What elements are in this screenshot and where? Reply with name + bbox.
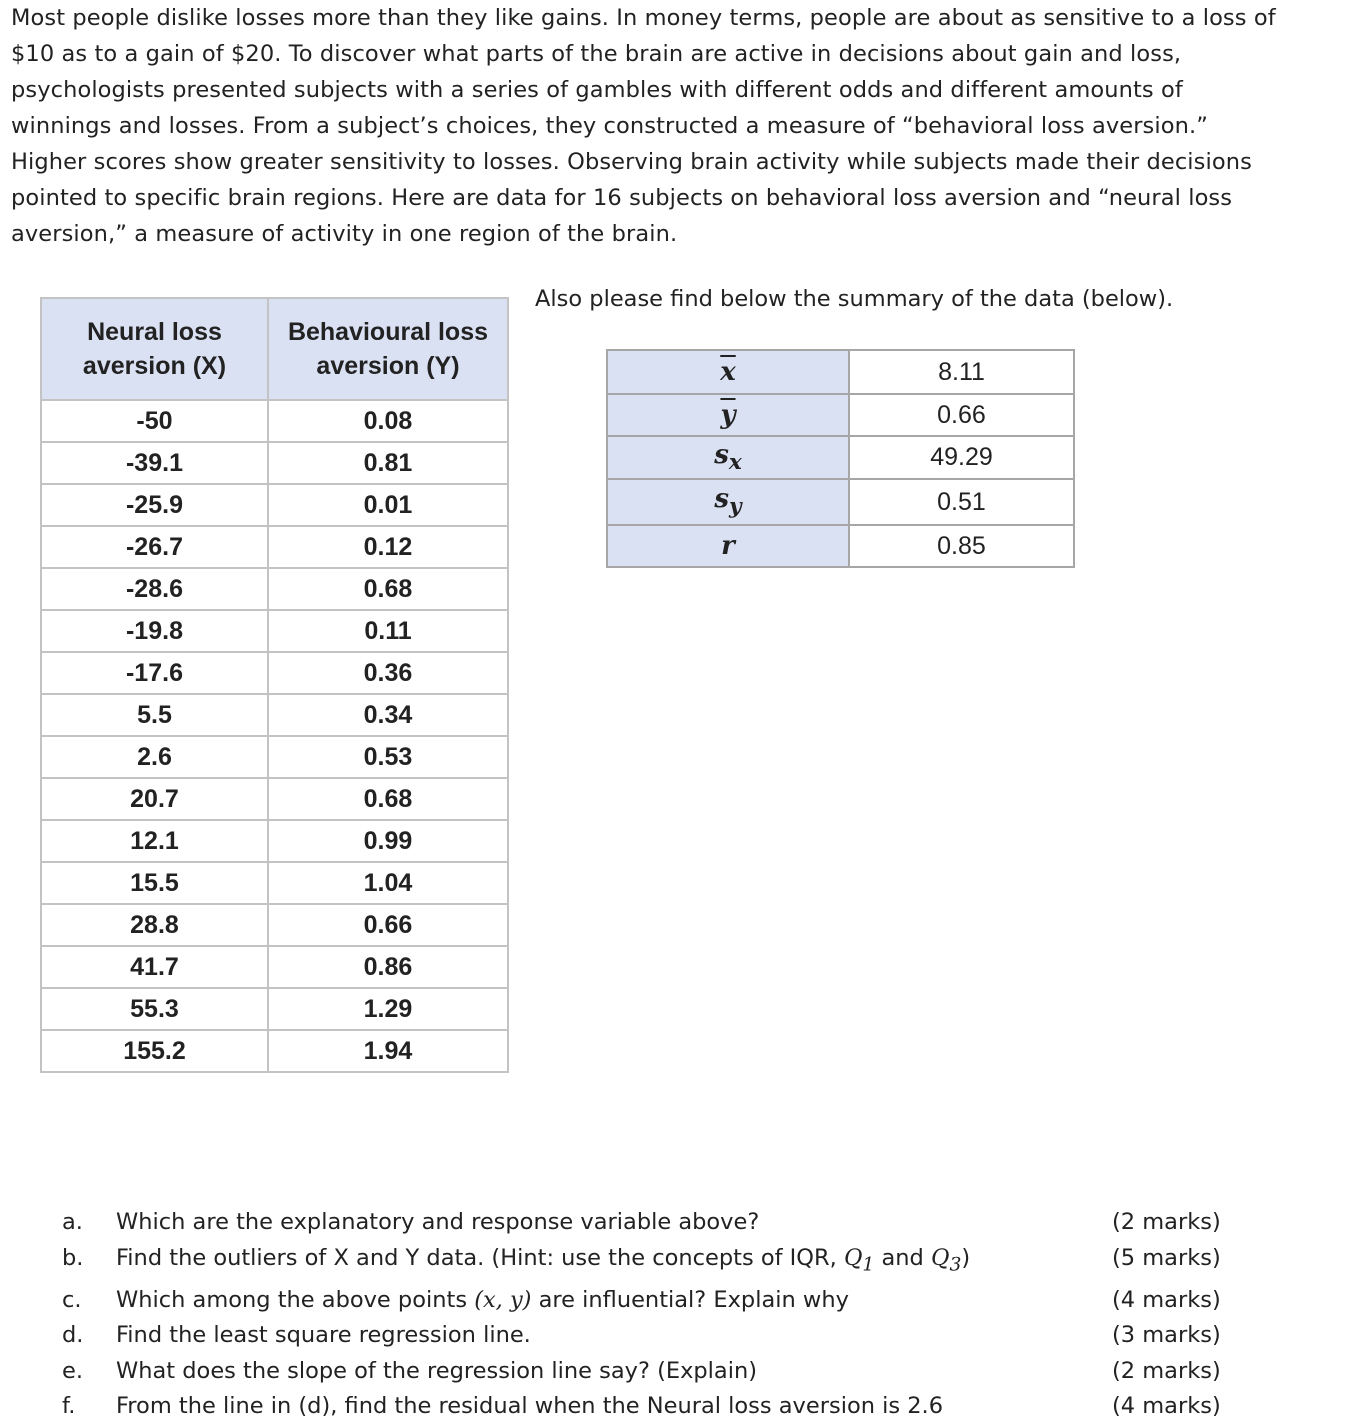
question-text: Find the least square regression line.	[116, 1322, 531, 1348]
question-letter: b.	[62, 1244, 84, 1271]
question-marks: (2 marks)	[1112, 1357, 1221, 1384]
table-row	[41, 610, 508, 652]
question-e	[62, 1354, 1232, 1390]
question-letter: e.	[62, 1357, 83, 1384]
question-marks: (5 marks)	[1112, 1244, 1221, 1271]
cell-neural-loss: -50	[41, 400, 268, 442]
intro-line: aversion,” a measure of activity in one region of the brain.	[11, 221, 678, 247]
data-table-header-row	[41, 298, 508, 400]
cell-behavioural-loss: 0.53	[268, 736, 508, 778]
question-text: Which among the above points (x, y) are influential? Explain why	[116, 1286, 849, 1313]
value-r: 0.85	[849, 525, 1074, 567]
data-table	[40, 297, 509, 1073]
header-neural-loss: Neural loss aversion (X)	[41, 298, 268, 400]
cell-neural-loss: 2.6	[41, 736, 268, 778]
value-x-bar: 8.11	[849, 350, 1074, 394]
question-marks: (4 marks)	[1112, 1286, 1221, 1313]
data-table-body	[41, 400, 508, 1072]
table-row	[41, 778, 508, 820]
intro-line: Higher scores show greater sensitivity to losses. Observing brain activity while subjects made their decisions	[11, 149, 1252, 175]
summary-row-s-x	[607, 436, 1074, 479]
summary-note: Also please find below the summary of the data (below).	[535, 286, 1174, 312]
question-letter: f.	[62, 1393, 76, 1419]
cell-neural-loss: -25.9	[41, 484, 268, 526]
question-text: What does the slope of the regression line say? (Explain)	[116, 1357, 757, 1384]
cell-behavioural-loss: 0.68	[268, 568, 508, 610]
symbol-s-x: $s_x$	[607, 436, 849, 479]
table-row	[41, 442, 508, 484]
header-behavioural-loss: Behavioural loss aversion (Y)	[268, 298, 508, 400]
question-c	[62, 1283, 1232, 1319]
cell-behavioural-loss: 1.04	[268, 862, 508, 904]
summary-row-x-bar	[607, 350, 1074, 394]
cell-behavioural-loss: 0.68	[268, 778, 508, 820]
cell-neural-loss: -39.1	[41, 442, 268, 484]
cell-behavioural-loss: 1.94	[268, 1030, 508, 1072]
cell-behavioural-loss: 0.11	[268, 610, 508, 652]
intro-line: winnings and losses. From a subject’s choices, they constructed a measure of “behavioral loss aversion.”	[11, 113, 1208, 139]
summary-row-s-y	[607, 479, 1074, 525]
cell-neural-loss: 41.7	[41, 946, 268, 988]
value-s-y: 0.51	[849, 479, 1074, 525]
table-row	[41, 1030, 508, 1072]
table-row	[41, 736, 508, 778]
question-letter: a.	[62, 1209, 83, 1235]
table-row	[41, 694, 508, 736]
cell-neural-loss: -26.7	[41, 526, 268, 568]
question-marks: (4 marks)	[1112, 1393, 1221, 1419]
table-row	[41, 484, 508, 526]
table-row	[41, 652, 508, 694]
table-row	[41, 862, 508, 904]
cell-behavioural-loss: 0.12	[268, 526, 508, 568]
cell-neural-loss: 5.5	[41, 694, 268, 736]
question-text: Which are the explanatory and response variable above?	[116, 1209, 760, 1235]
cell-neural-loss: 55.3	[41, 988, 268, 1030]
question-marks: (2 marks)	[1112, 1209, 1221, 1235]
question-a	[62, 1205, 1232, 1241]
cell-neural-loss: 12.1	[41, 820, 268, 862]
question-b	[62, 1241, 1232, 1283]
cell-neural-loss: 28.8	[41, 904, 268, 946]
question-letter: c.	[62, 1286, 82, 1313]
intro-line: $10 as to a gain of $20. To discover what parts of the brain are active in decisions about gain and loss,	[11, 41, 1182, 67]
cell-behavioural-loss: 0.01	[268, 484, 508, 526]
value-y-bar: 0.66	[849, 394, 1074, 436]
question-list	[62, 1205, 1232, 1425]
table-row	[41, 526, 508, 568]
cell-neural-loss: 20.7	[41, 778, 268, 820]
table-row	[41, 568, 508, 610]
summary-row-r	[607, 525, 1074, 567]
question-f	[62, 1389, 1232, 1425]
table-row	[41, 820, 508, 862]
table-row	[41, 400, 508, 442]
cell-behavioural-loss: 0.36	[268, 652, 508, 694]
symbol-x-bar: $\overline{x}$	[607, 350, 849, 394]
cell-behavioural-loss: 0.86	[268, 946, 508, 988]
question-text: From the line in (d), find the residual when the Neural loss aversion is 2.6	[116, 1393, 944, 1419]
cell-behavioural-loss: 0.81	[268, 442, 508, 484]
cell-neural-loss: -17.6	[41, 652, 268, 694]
question-marks: (3 marks)	[1112, 1322, 1221, 1348]
value-s-x: 49.29	[849, 436, 1074, 479]
cell-behavioural-loss: 0.34	[268, 694, 508, 736]
symbol-r: r	[607, 525, 849, 567]
cell-behavioural-loss: 0.08	[268, 400, 508, 442]
question-text: Find the outliers of X and Y data. (Hint: use the concepts of IQR, $Q_1$ and $Q_3$)	[116, 1244, 971, 1275]
cell-behavioural-loss: 0.66	[268, 904, 508, 946]
intro-line: Most people dislike losses more than they like gains. In money terms, people are about as sensitive to a loss of	[11, 5, 1276, 31]
cell-neural-loss: -19.8	[41, 610, 268, 652]
question-letter: d.	[62, 1322, 84, 1348]
symbol-s-y: $s_y$	[607, 479, 849, 525]
summary-row-y-bar	[607, 394, 1074, 436]
intro-line: psychologists presented subjects with a series of gambles with different odds and different amounts of	[11, 77, 1183, 103]
table-row	[41, 946, 508, 988]
table-row	[41, 904, 508, 946]
symbol-y-bar: $\overline{y}$	[607, 394, 849, 436]
cell-neural-loss: -28.6	[41, 568, 268, 610]
table-row	[41, 988, 508, 1030]
problem-intro	[11, 0, 1361, 252]
question-d	[62, 1318, 1232, 1354]
cell-neural-loss: 15.5	[41, 862, 268, 904]
cell-neural-loss: 155.2	[41, 1030, 268, 1072]
cell-behavioural-loss: 0.99	[268, 820, 508, 862]
cell-behavioural-loss: 1.29	[268, 988, 508, 1030]
summary-table	[606, 349, 1075, 568]
intro-line: pointed to specific brain regions. Here are data for 16 subjects on behavioral loss aversion and “neural loss	[11, 185, 1233, 211]
